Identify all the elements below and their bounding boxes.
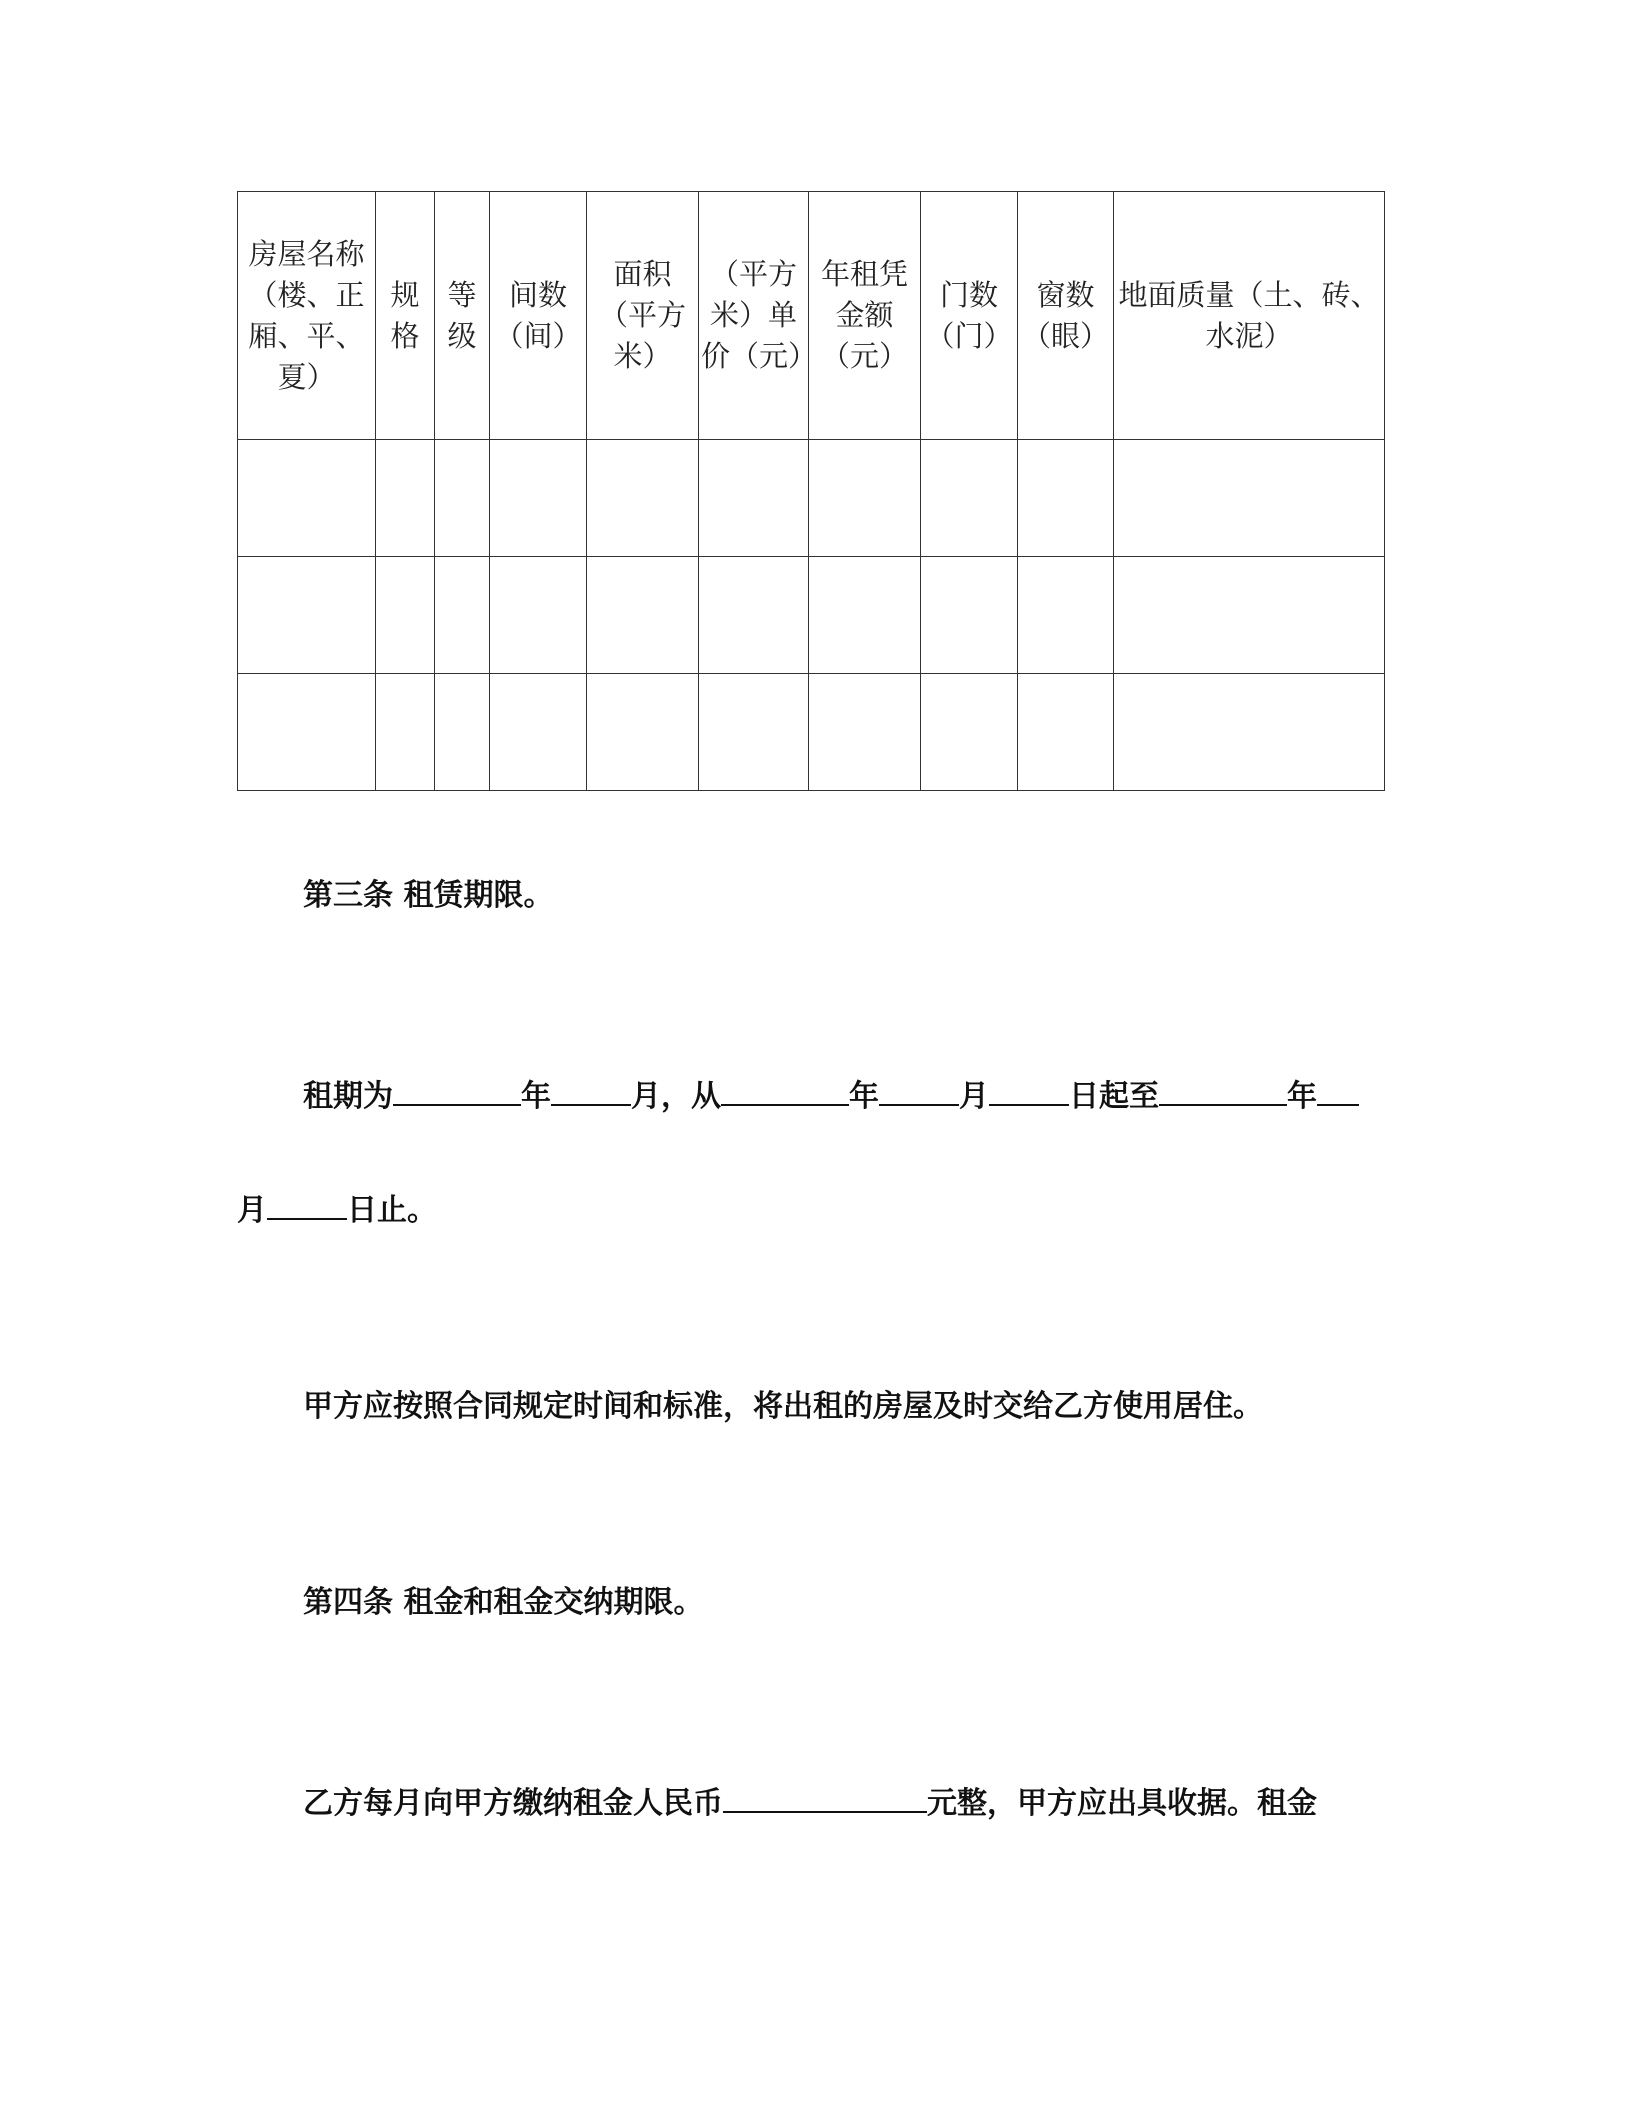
payment-clause <box>303 1781 1317 1824</box>
table-cell[interactable] <box>376 440 435 557</box>
table-header-row <box>238 192 1385 440</box>
table-cell[interactable] <box>490 557 587 674</box>
header-cell-grade: 等级 <box>435 192 490 440</box>
table-row <box>238 557 1385 674</box>
table-cell[interactable] <box>1114 557 1385 674</box>
article4-title: 第四条 租金和租金交纳期限。 <box>303 1585 704 1620</box>
table-row <box>238 674 1385 791</box>
lease-term-text: 月 <box>237 1193 267 1228</box>
table-cell[interactable] <box>921 674 1018 791</box>
table-cell[interactable] <box>921 557 1018 674</box>
lease-term-text: 月，从 <box>631 1079 721 1114</box>
term-months-blank[interactable] <box>551 1074 631 1106</box>
lease-term-line <box>303 1074 1359 1117</box>
table-cell[interactable] <box>699 440 809 557</box>
house-info-table <box>237 191 1385 791</box>
header-cell-windows: 窗数（眼） <box>1018 192 1114 440</box>
table-cell[interactable] <box>1018 557 1114 674</box>
header-cell-house-name: 房屋名称（楼、正厢、平、夏） <box>238 192 376 440</box>
lease-term-text: 租期为 <box>303 1079 393 1114</box>
term-years-blank[interactable] <box>393 1074 521 1106</box>
lease-term-text: 年 <box>849 1079 879 1114</box>
table-cell[interactable] <box>809 440 921 557</box>
table-cell[interactable] <box>238 440 376 557</box>
lease-term-text: 年 <box>521 1079 551 1114</box>
table-cell[interactable] <box>435 674 490 791</box>
start-month-blank[interactable] <box>879 1074 959 1106</box>
table-cell[interactable] <box>921 440 1018 557</box>
table-cell[interactable] <box>587 674 699 791</box>
end-year-blank[interactable] <box>1159 1074 1287 1106</box>
header-cell-rooms: 间数（间） <box>490 192 587 440</box>
table-cell[interactable] <box>1114 440 1385 557</box>
end-month-blank[interactable] <box>1317 1074 1359 1106</box>
start-year-blank[interactable] <box>721 1074 849 1106</box>
table-cell[interactable] <box>699 674 809 791</box>
payment-text: 乙方每月向甲方缴纳租金人民币 <box>303 1786 723 1821</box>
header-cell-unit-price: （平方米）单价（元） <box>699 192 809 440</box>
lease-term-line-2 <box>237 1188 437 1231</box>
payment-text: 元整，甲方应出具收据。租金 <box>927 1786 1317 1821</box>
rent-amount-blank[interactable] <box>723 1781 927 1813</box>
lease-term-text: 日起至 <box>1069 1079 1159 1114</box>
table-cell[interactable] <box>490 440 587 557</box>
lease-term-text: 年 <box>1287 1079 1317 1114</box>
table-cell[interactable] <box>587 557 699 674</box>
table-cell[interactable] <box>376 557 435 674</box>
lease-term-text: 月 <box>959 1079 989 1114</box>
table-cell[interactable] <box>809 674 921 791</box>
lease-term-text: 日止。 <box>347 1193 437 1228</box>
table-cell[interactable] <box>809 557 921 674</box>
table-cell[interactable] <box>238 557 376 674</box>
header-cell-area: 面积（平方米） <box>587 192 699 440</box>
end-day-blank[interactable] <box>267 1188 347 1220</box>
table-cell[interactable] <box>490 674 587 791</box>
table-cell[interactable] <box>1018 440 1114 557</box>
table-cell[interactable] <box>1114 674 1385 791</box>
table-cell[interactable] <box>1018 674 1114 791</box>
header-cell-floor-quality: 地面质量（土、砖、水泥） <box>1114 192 1385 440</box>
header-cell-annual-rent: 年租凭金额（元） <box>809 192 921 440</box>
table-cell[interactable] <box>376 674 435 791</box>
article3-title: 第三条 租赁期限。 <box>303 878 554 913</box>
header-cell-spec: 规格 <box>376 192 435 440</box>
table-row <box>238 440 1385 557</box>
start-day-blank[interactable] <box>989 1074 1069 1106</box>
table-cell[interactable] <box>435 557 490 674</box>
header-cell-doors: 门数（门） <box>921 192 1018 440</box>
delivery-clause: 甲方应按照合同规定时间和标准，将出租的房屋及时交给乙方使用居住。 <box>303 1389 1263 1424</box>
table-cell[interactable] <box>699 557 809 674</box>
table-cell[interactable] <box>238 674 376 791</box>
table-cell[interactable] <box>435 440 490 557</box>
table-cell[interactable] <box>587 440 699 557</box>
